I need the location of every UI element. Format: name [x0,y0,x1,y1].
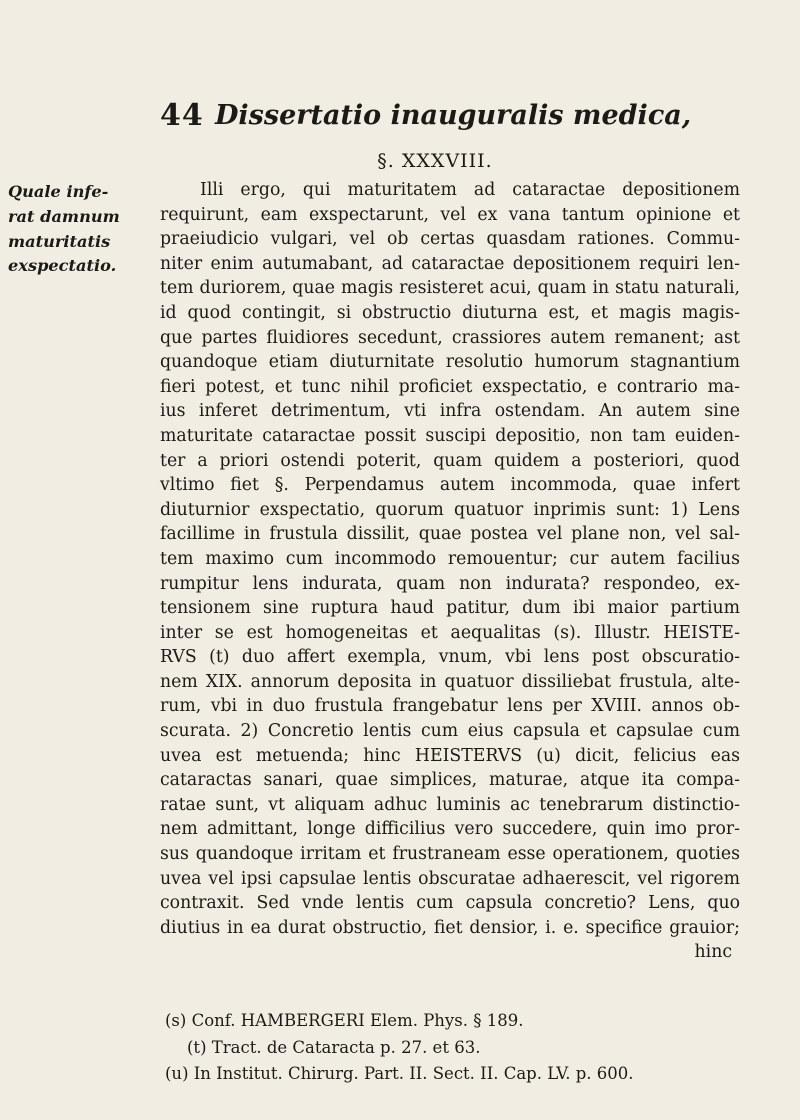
footnote: (t) Tract. de Cataracta p. 27. et 63. [187,1037,481,1057]
marginal-note-line: exspectatio. [8,256,117,276]
text-line: scurata. 2) Concretio lentis cum eius capsula et capsulae cum [160,721,740,742]
text-line: niter enim autumabant, ad cataractae depositionem requiri len- [160,253,740,274]
text-line: uvea est metuenda; hinc HEISTERVS (u) dicit, felicius eas [160,745,740,766]
text-line: rumpitur lens indurata, quam non indurata? respondeo, ex- [160,573,740,594]
text-line: ratae sunt, vt aliquam adhuc luminis ac tenebrarum distinctio- [160,794,740,815]
text-line: maturitate cataractae possit suscipi depositio, non tam euiden- [160,425,740,446]
text-line: tem duriorem, quae magis resisteret acui, quam in statu naturali, [160,278,740,299]
body-text [160,178,740,965]
running-head: Dissertatio inauguralis medica, [215,100,692,131]
footnotes [165,1008,745,1088]
text-line: sus quandoque irritam et frustraneam esse operationem, quoties [160,844,740,865]
text-line: inter se est homogeneitas et aequalitas (s). Illustr. HEISTE- [160,622,740,643]
text-line: tensionem sine ruptura haud patitur, dum ibi maior partium [160,598,740,619]
text-line: uvea vel ipsi capsulae lentis obscuratae adhaerescit, vel rigorem [160,868,740,889]
text-line: rum, vbi in duo frustula frangebatur lens per XVIII. annos ob- [160,696,740,717]
text-line: vltimo fiet §. Perpendamus autem incommoda, quae infert [160,475,740,496]
section-heading: §. XXXVIII. [377,150,493,172]
text-line: RVS (t) duo affert exempla, vnum, vbi lens post obscuratio- [160,647,740,668]
page-number: 44 [160,98,204,133]
text-line: fieri potest, et tunc nihil proficiet exspectatio, e contrario ma- [160,376,740,397]
catchword: hinc [694,942,732,963]
marginal-note-line: Quale infe- [8,182,109,201]
text-line: diutius in ea durat obstructio, fiet densior, i. e. specifice grauior; [160,917,740,938]
text-line: tem maximo cum incommodo remouentur; cur autem facilius [160,548,740,569]
text-line: diuturnior exspectatio, quorum quatuor inprimis sunt: 1) Lens [160,499,740,520]
text-line: que partes fluidiores secedunt, crassiores autem remanent; ast [160,327,740,348]
text-line: praeiudicio vulgari, vel ob certas quasdam rationes. Commu- [160,229,740,250]
text-line: contraxit. Sed vnde lentis cum capsula concretio? Lens, quo [160,893,740,914]
footnote: (s) Conf. HAMBERGERI Elem. Phys. § 189. [165,1011,524,1030]
text-line: id quod contingit, si obstructio diuturna est, et magis magis- [160,302,740,323]
text-line: Illi ergo, qui maturitatem ad cataractae depositionem [200,180,740,200]
footnote: (u) In Institut. Chirurg. Part. II. Sect. II. Cap. LV. p. 600. [165,1064,634,1083]
marginal-note [8,180,120,279]
text-line: ius inferet detrimentum, vti infra ostendam. An autem sine [160,401,740,422]
text-line: nem admittant, longe difficilius vero succedere, quin imo pror- [160,819,740,840]
text-line: quandoque etiam diuturnitate resolutio humorum stagnantium [160,352,740,373]
text-line: facillime in frustula dissilit, quae postea vel plane non, vel sal- [160,524,740,545]
marginal-note-line: maturitatis [8,231,111,251]
text-line: ter a priori ostendi poterit, quam quidem a posteriori, quod [160,450,740,471]
text-line: requirunt, eam exspectarunt, vel ex vana tantum opinione et [160,204,740,225]
marginal-note-line: rat damnum [8,206,120,226]
text-line: cataractas sanari, quae simplices, maturae, atque ita compa- [160,770,740,791]
text-line: nem XIX. annorum deposita in quatuor dissiliebat frustula, alte- [160,671,740,692]
